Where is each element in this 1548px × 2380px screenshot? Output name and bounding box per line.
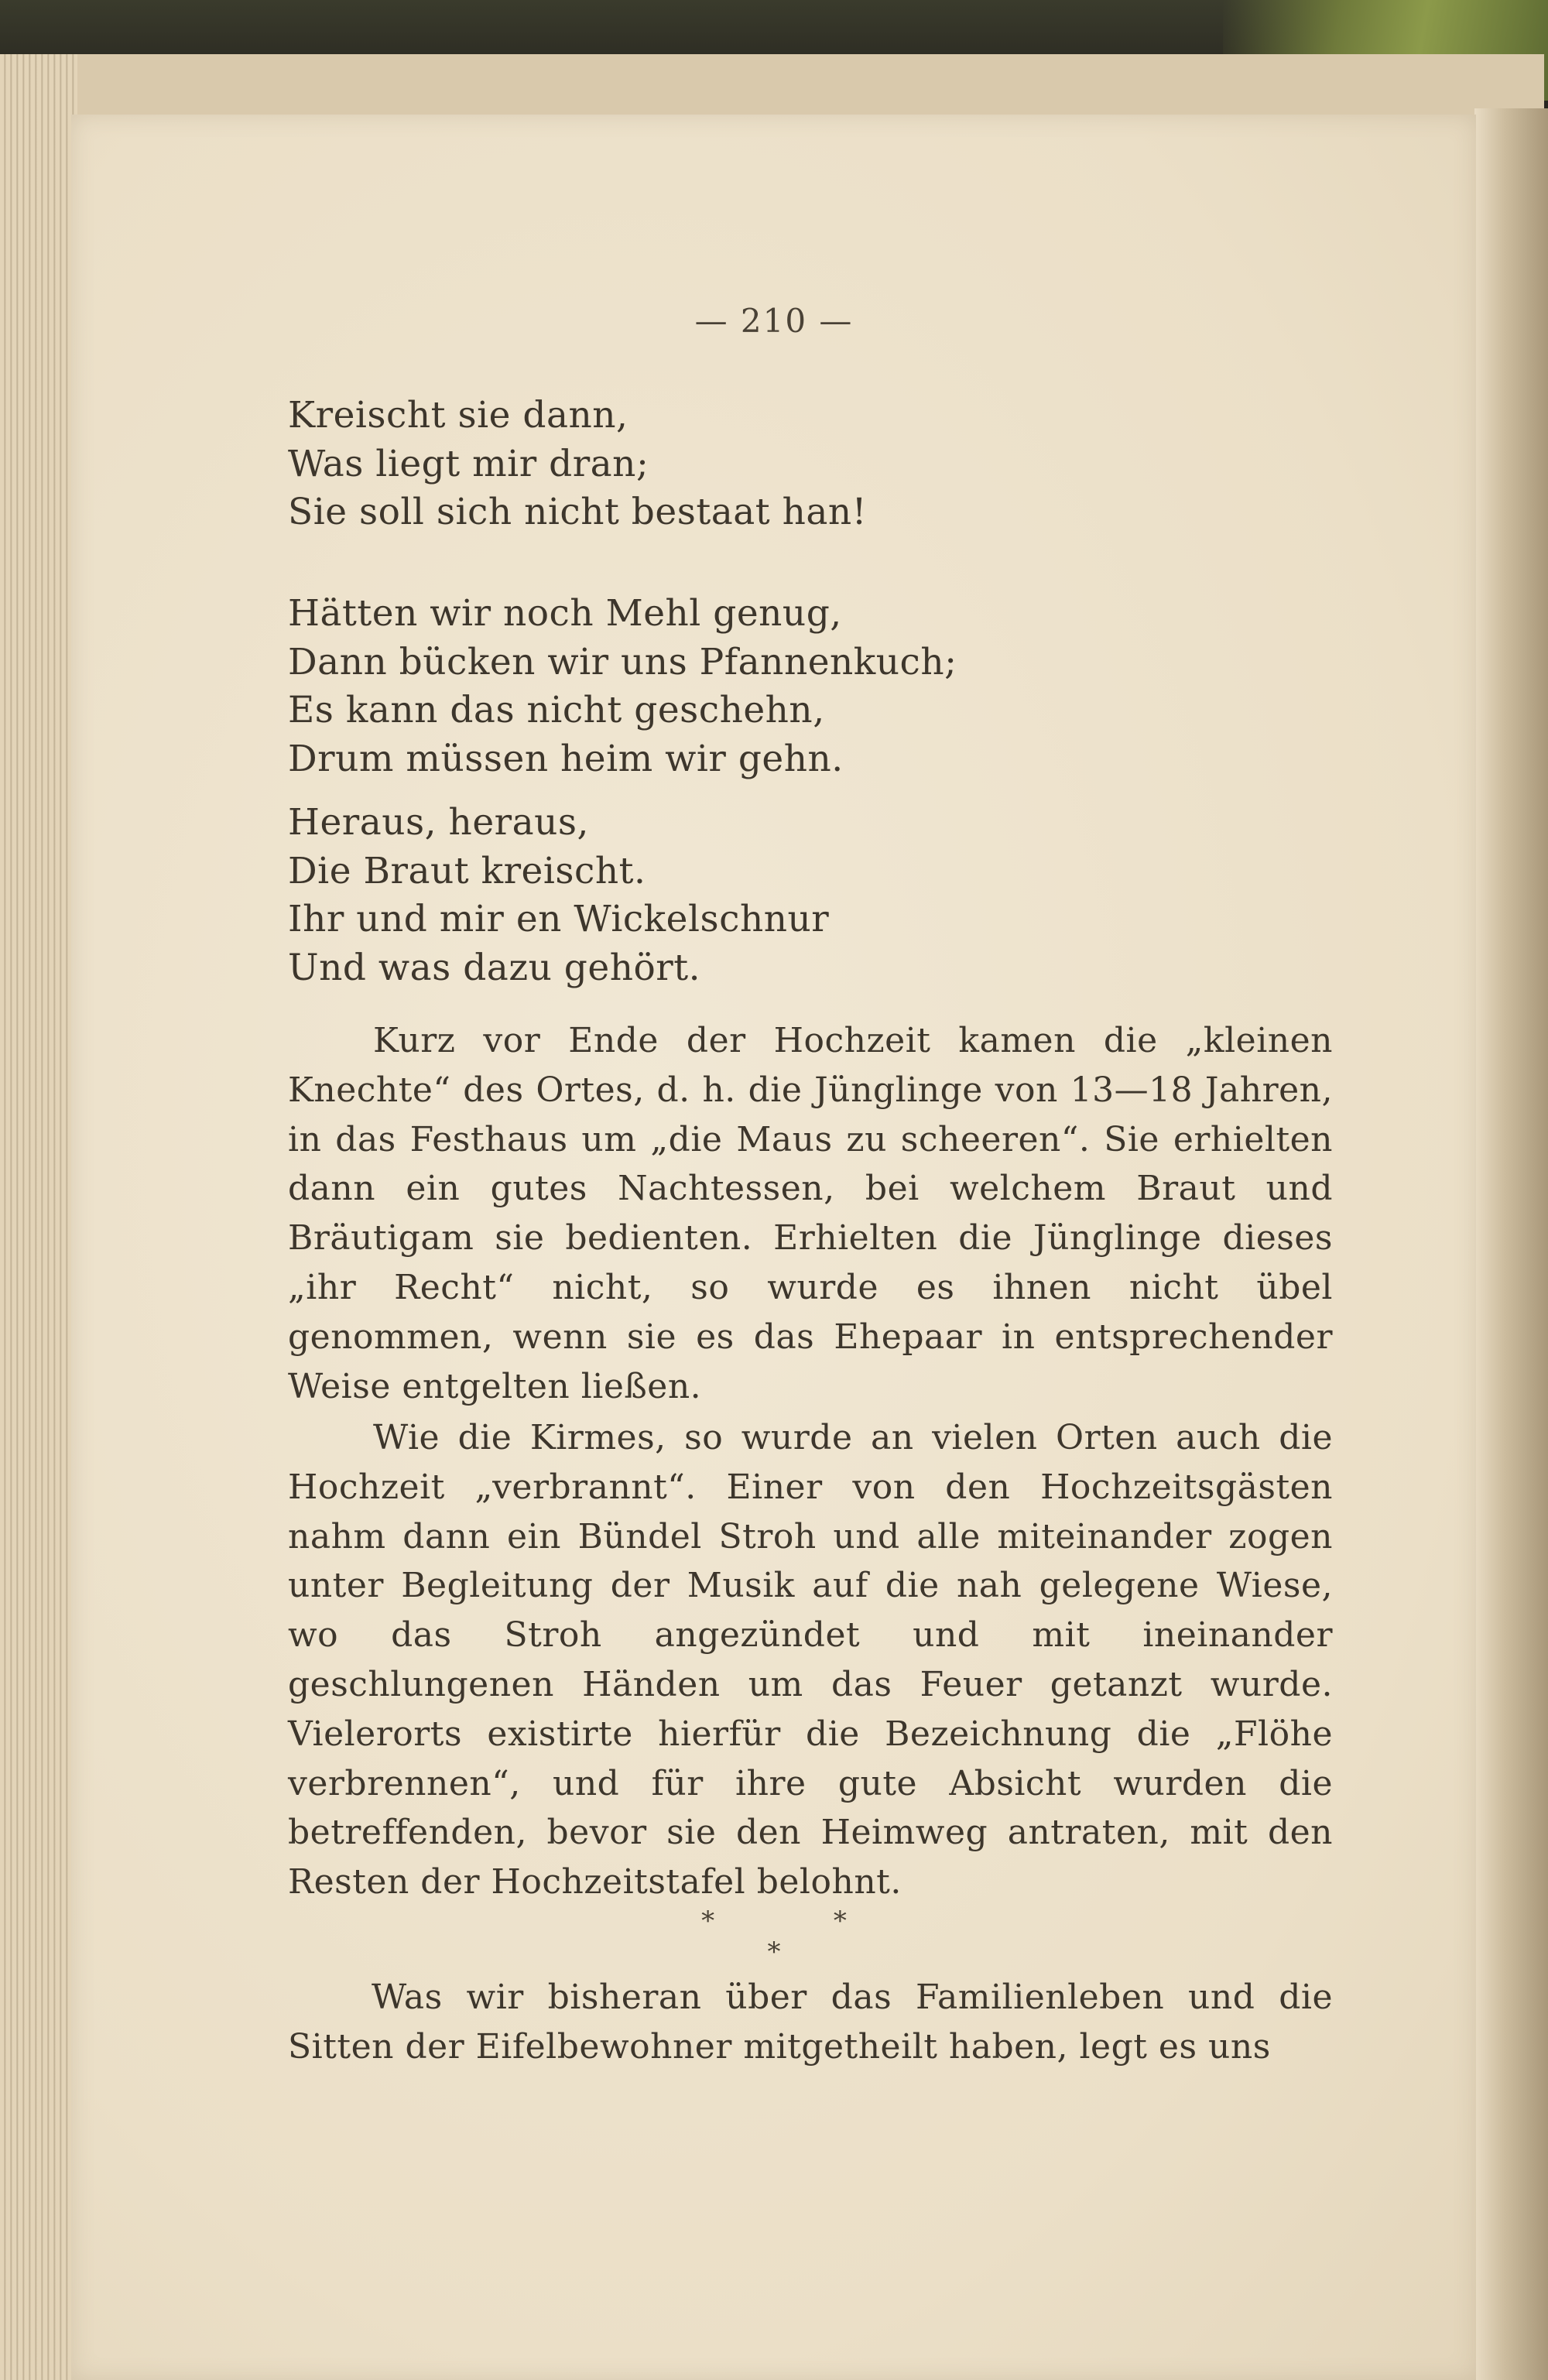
verse-stanza-1: [288, 392, 867, 537]
paragraph-1: [288, 1016, 1333, 1411]
paragraph-3: [288, 1973, 1333, 2072]
page-fore-edge: [1474, 108, 1548, 2380]
page-number: — 210 —: [694, 302, 854, 340]
paragraph-2: [288, 1413, 1333, 1907]
verse-line: Dann bücken wir uns Pfannenkuch;: [288, 640, 957, 683]
verse-stanza-2: [288, 590, 957, 783]
paragraph-text: Wie die Kirmes, so wurde an vielen Orten auch die Hochzeit „verbrannt“. Einer von den Hochzeitsgästen nahm dann ein Bündel Stroh und alle miteinander zogen unter Begleitung der Musik auf die nah gelegene Wiese, wo das Stroh angezündet und mit ineinander geschlungenen Händen um das Feuer getanzt wurde. Vielerorts existirte hierfür die Bezeichnung die „Flöhe verbrennen“, und für ihre gute Absicht wurden die betreffenden, bevor sie den Heimweg antraten, mit den Resten der Hochzeitstafel belohnt.: [288, 1418, 1333, 1902]
verse-line: Was liegt mir dran;: [288, 442, 649, 485]
verse-line: Ihr und mir en Wickelschnur: [288, 898, 830, 940]
asterisk: *: [833, 1906, 847, 1937]
verse-line: Und was dazu gehört.: [288, 946, 701, 989]
section-separator-top: [0, 1906, 1548, 1937]
verse-line: Drum müssen heim wir gehn.: [288, 737, 844, 780]
section-separator-bottom: [0, 1937, 1548, 1967]
paragraph-text: Was wir bisheran über das Familienleben und die Sitten der Eifelbewohner mitgetheilt haben, legt es uns: [288, 1978, 1333, 2067]
verse-line: Sie soll sich nicht bestaat han!: [288, 491, 868, 533]
verse-line: Heraus, heraus,: [288, 801, 589, 844]
verse-line: Es kann das nicht geschehn,: [288, 689, 825, 731]
verse-line: Hätten wir noch Mehl genug,: [288, 592, 842, 635]
asterisk: *: [701, 1906, 715, 1937]
verse-line: Die Braut kreischt.: [288, 849, 646, 892]
asterisk: *: [767, 1937, 781, 1967]
verse-stanza-3: [288, 799, 829, 992]
paragraph-text: Kurz vor Ende der Hochzeit kamen die „kleinen Knechte“ des Ortes, d. h. die Jünglinge von 13—18 Jahren, in das Festhaus um „die Maus zu scheeren“. Sie erhielten dann ein gutes Nachtessen, bei welchem Braut und Bräutigam sie bedienten. Erhielten die Jünglinge dieses „ihr Recht“ nicht, so wurde es ihnen nicht übel genommen, wenn sie es das Ehepaar in entsprechender Weise entgelten ließen.: [288, 1021, 1333, 1406]
verse-line: Kreischt sie dann,: [288, 394, 628, 437]
